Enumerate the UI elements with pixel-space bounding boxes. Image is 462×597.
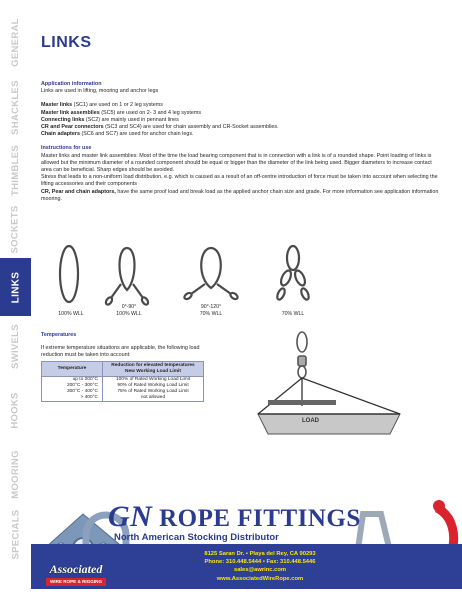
website-link[interactable]: www.AssociatedWireRope.com <box>216 575 304 582</box>
item-term: Master links <box>41 102 73 109</box>
tab-hooks[interactable] <box>0 376 31 444</box>
application-item <box>41 117 441 124</box>
tab-label: SOCKETS <box>10 204 21 254</box>
load-label: LOAD <box>302 418 319 424</box>
table-cell: > 400°C <box>42 395 103 402</box>
tab-swivels[interactable] <box>0 316 31 376</box>
tab-label: MOORING <box>10 449 22 499</box>
application-intro: Links are used in lifting, mooring and anchor legs <box>41 88 159 95</box>
temperatures-intro: If extreme temperature situations are applicable, the following load reduction must be taken into account: <box>41 344 200 359</box>
tab-sockets[interactable] <box>0 200 31 258</box>
tab-label: GENERAL <box>10 18 21 67</box>
tab-mooring[interactable] <box>0 444 31 504</box>
tab-general[interactable] <box>0 10 31 75</box>
application-item <box>41 102 441 109</box>
table-cell: 75% of Rated Working Load Limit <box>103 389 204 395</box>
tab-label: SPECIALS <box>10 509 22 559</box>
tab-label: THIMBLES <box>10 144 22 196</box>
item-term: CR and Pear connectors <box>41 124 104 131</box>
tab-label: SWIVELS <box>10 323 22 369</box>
tab-label: HOOKS <box>10 391 21 429</box>
table-header-row <box>42 362 204 377</box>
pear-link-icon <box>201 248 221 288</box>
address-text: 8125 Saran Dr. • Playa del Rey, CA 90293 <box>204 551 316 557</box>
tab-specials[interactable] <box>0 504 31 564</box>
column-header: Temperature <box>42 362 103 377</box>
table-cell: 100% of Rated Working Load Limit <box>103 377 204 384</box>
load-block <box>258 414 400 434</box>
top-link-icon <box>297 332 307 352</box>
contact-info <box>175 550 345 583</box>
application-heading: Application information <box>41 81 102 87</box>
item-text: (SC2) are mainly used in pennant lines <box>84 116 179 123</box>
wll-label: 70% WLL <box>199 311 223 317</box>
phone-fax-text: Phone: 310.448.5444 • Fax: 310.448.5446 <box>204 559 316 566</box>
table-row <box>42 395 204 402</box>
brand-gn: GN <box>108 500 153 533</box>
master-link-icon <box>120 248 135 290</box>
logo-main-text: Associated <box>49 562 103 576</box>
tab-label: LINKS <box>10 271 21 303</box>
instructions-paragraph: Master links and master link assemblies: Most of the time the load bearing component that is in connection with a link is of a rounded shape. Point loading of links is allowed but the minimum diameter of a rounded component should be equal or bigger than the diameter of the link being used. Bigger diameters to increase contact area can be beneficial. Sharp edges should be avoided. <box>41 152 432 174</box>
wll-label: 70% WLL <box>281 311 305 317</box>
content-body <box>41 81 441 203</box>
item-text: (SC1) are used on 1 or 2 leg systems <box>72 102 163 109</box>
brand-title <box>108 500 361 533</box>
item-text: (SC3 and SC4) are used for chain assembly and CR-Socket assemblies. <box>103 124 279 131</box>
item-text: (SC6 and SC7) are used for anchor chain legs. <box>79 131 194 138</box>
wll-label: 100% WLL <box>116 311 142 317</box>
instructions-paragraph: Stress that leads to a non-uniform load distribution, e.g. which is caused as a result of an off-centre introduction of force must be taken into account when selecting the lifting accessories and their components <box>41 174 438 188</box>
item-text: have the same proof load and break load as the applied anchor chain size and grade. For more information see application information mooring. <box>41 188 439 202</box>
section-sidebar <box>0 0 31 597</box>
page-title: LINKS <box>41 34 92 51</box>
angle-label: 90°-120° <box>200 304 222 310</box>
master-link-icon <box>60 246 78 302</box>
item-term: Master link assemblies <box>41 109 100 116</box>
item-text: (SC5) are used on 2- 3 and 4 leg systems <box>99 109 202 116</box>
tab-label: SHACKLES <box>10 80 21 135</box>
tab-shackles[interactable] <box>0 75 31 140</box>
logo-sub-text: WIRE ROPE & RIGGING <box>46 578 106 586</box>
column-header: Reduction for elevated temperatures New Working Load Limit <box>103 362 204 377</box>
associated-logo <box>40 563 112 589</box>
temperatures-heading: Temperatures <box>41 332 77 339</box>
table-cell: 200°C - 300°C <box>42 383 103 389</box>
table-cell: up to 200°C <box>42 377 103 384</box>
brand-rest: ROPE FITTINGS <box>159 505 361 532</box>
temperatures-section <box>41 327 221 365</box>
table-cell: 300°C - 400°C <box>42 389 103 395</box>
chain-link-icon <box>287 246 299 270</box>
instructions-heading: Instructions for use <box>41 145 92 152</box>
table-cell: not allowed <box>103 395 204 402</box>
application-item <box>41 110 441 117</box>
wll-label: 100% WLL <box>58 311 84 317</box>
item-term: Chain adapters <box>41 131 80 138</box>
link-labels <box>41 298 371 322</box>
sling-diagram <box>250 330 425 442</box>
angle-label: 0°-90° <box>121 304 137 310</box>
tab-thimbles[interactable] <box>0 140 31 200</box>
temperature-table <box>41 361 204 402</box>
table-cell: 90% of Rated Working Load Limit <box>103 383 204 389</box>
instructions-paragraph <box>41 189 441 203</box>
email-link[interactable]: sales@awrinc.com <box>233 567 287 574</box>
item-term: Connecting links <box>41 116 85 123</box>
spreader-beam <box>268 400 336 405</box>
application-item <box>41 124 441 131</box>
tab-links[interactable] <box>0 258 31 316</box>
item-term: CR, Pear and chain adaptors, <box>41 188 116 195</box>
swivel-icon <box>298 356 306 366</box>
brand-tagline: North American Stocking Distributor <box>114 532 279 543</box>
application-item <box>41 131 441 138</box>
